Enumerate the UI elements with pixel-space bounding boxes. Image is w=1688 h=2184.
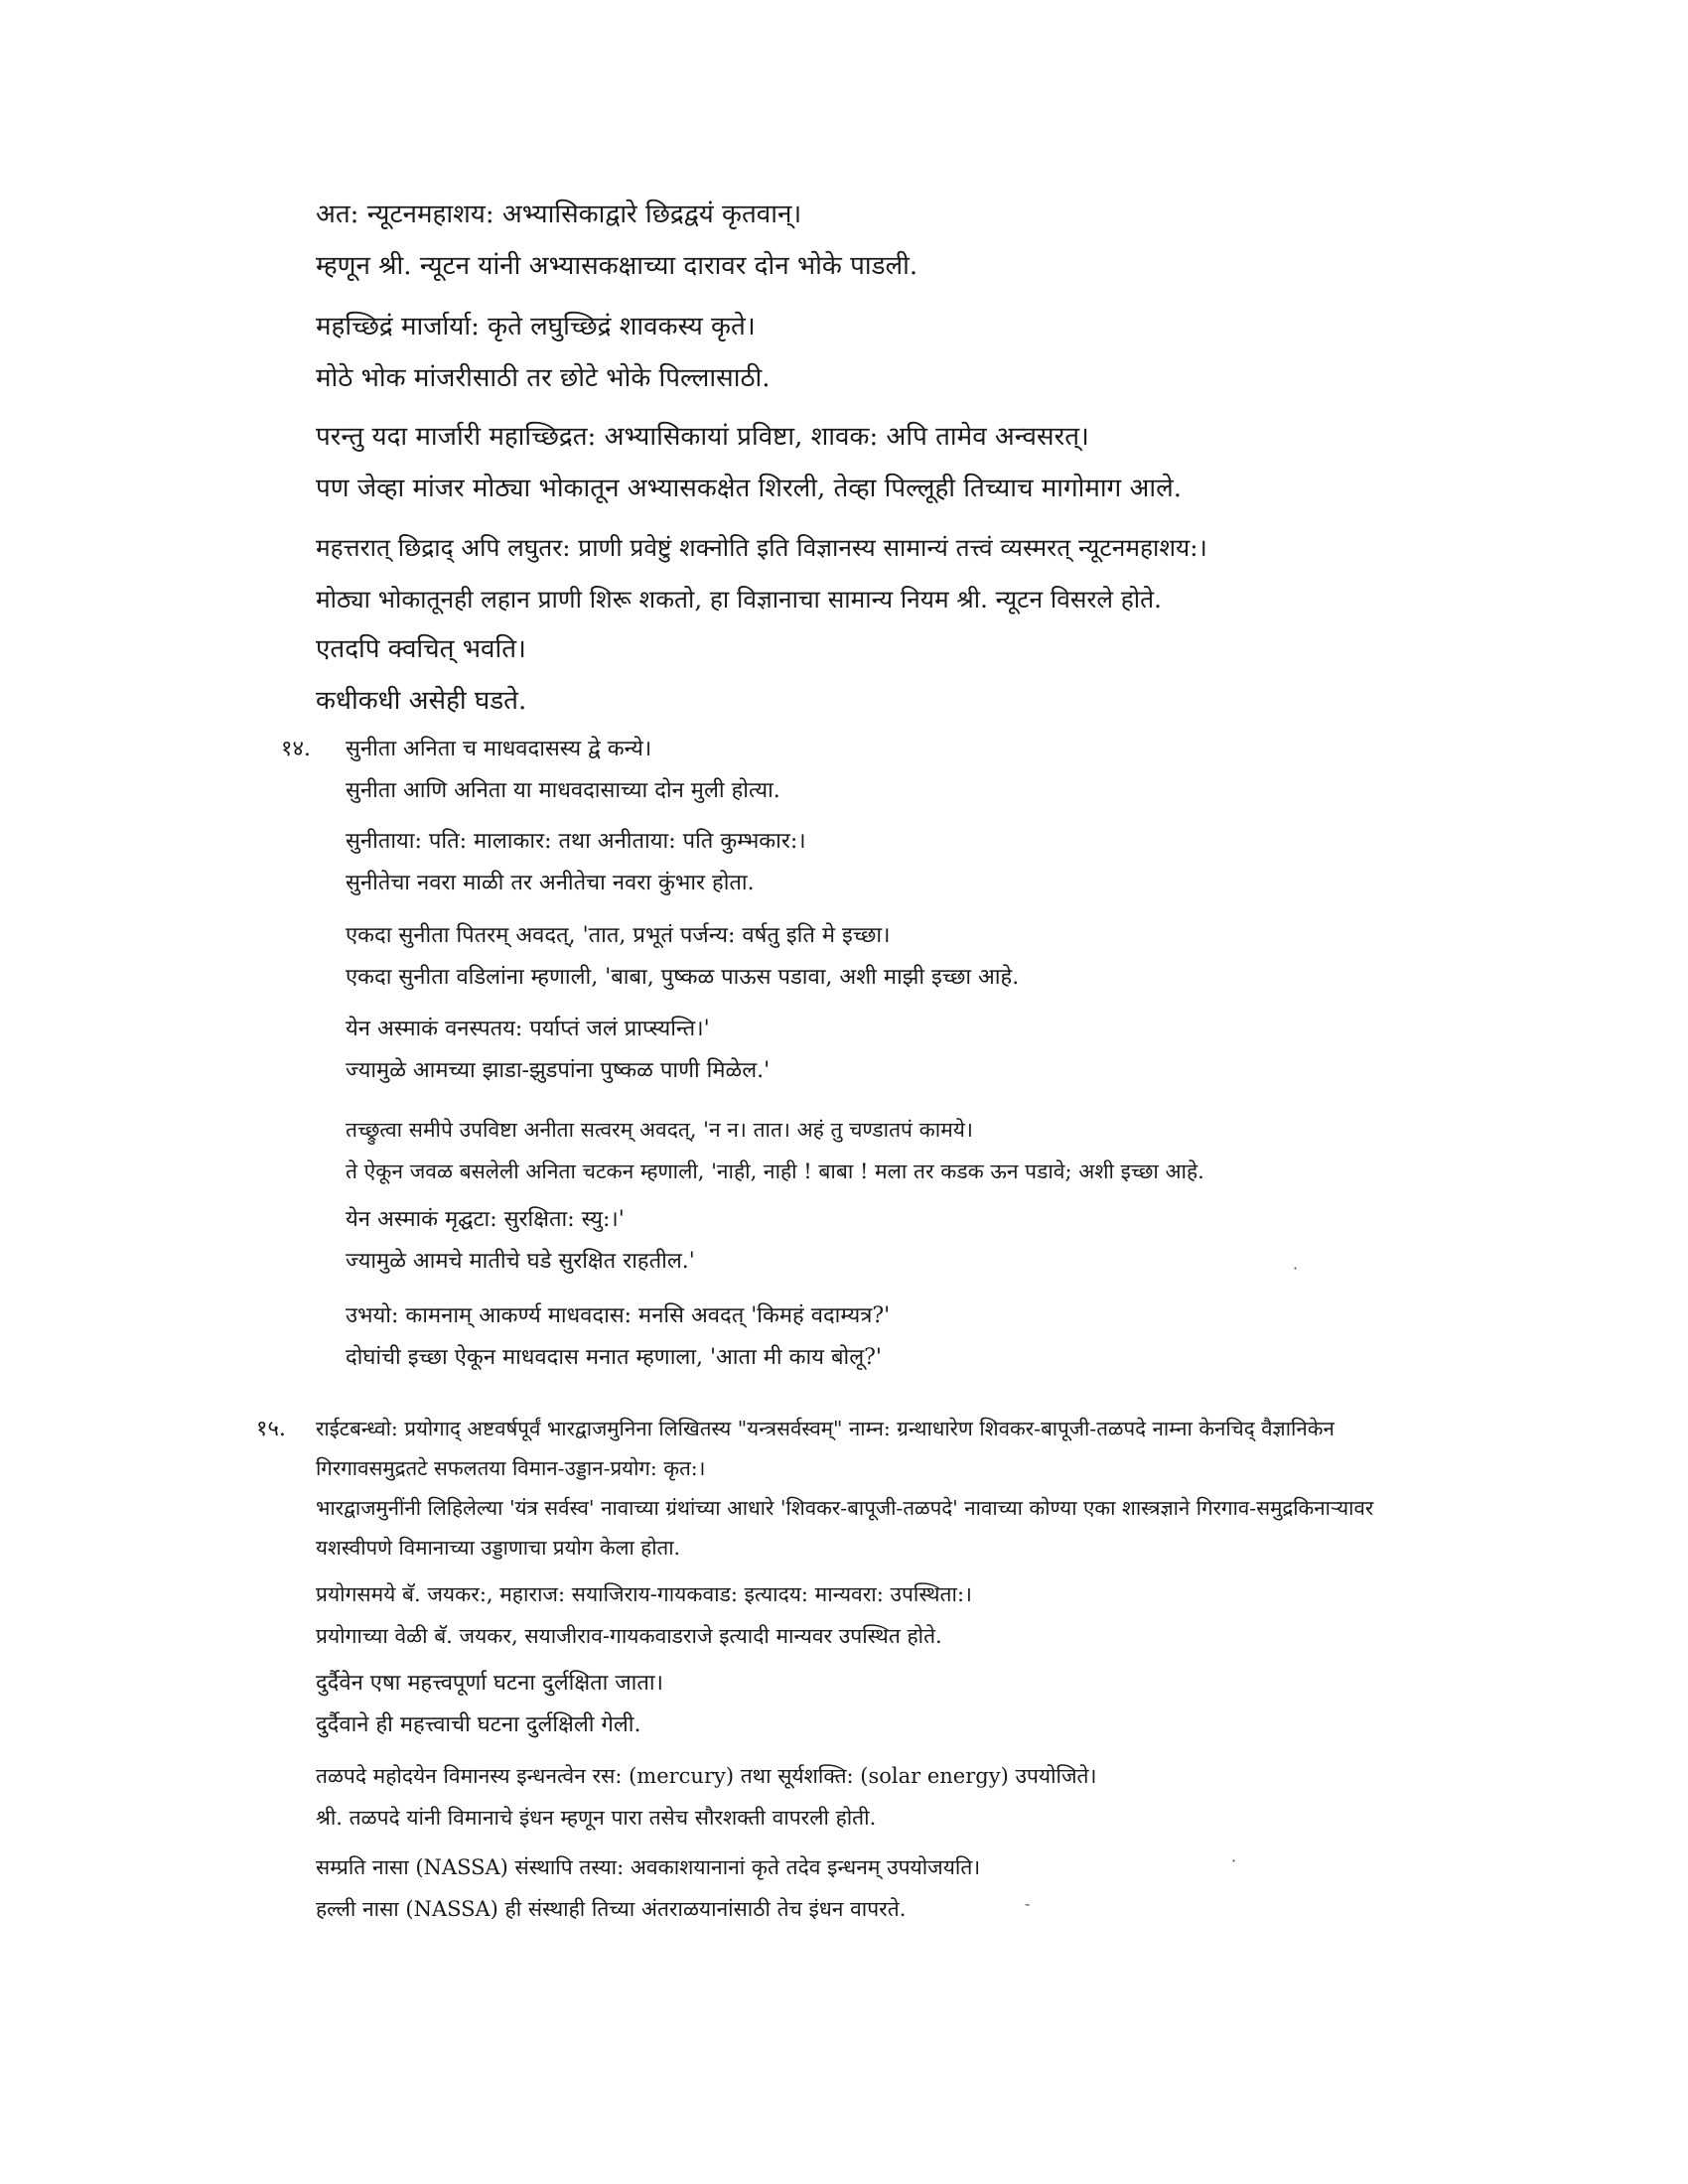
marathi-line: कधीकधी असेही घडते.: [316, 686, 527, 716]
sanskrit-line: येन अस्माकं वनस्पतय: पर्याप्तं जलं प्राप्स्यन्ति।': [346, 1017, 710, 1041]
sanskrit-line: महच्छिद्रं मार्जार्या: कृते लघुच्छिद्रं शावकस्य कृते।: [316, 312, 756, 341]
sanskrit-line: येन अस्माकं मृद्घटा: सुरक्षिता: स्यु:।': [346, 1207, 625, 1232]
scan-speck: -: [1025, 1894, 1031, 1913]
sentence-pair: [316, 411, 1182, 514]
sentence-pair: [346, 729, 780, 812]
sanskrit-line: तळपदे महोदयेन विमानस्य इन्धनत्वेन रस: (mercury) तथा सूर्यशक्ति: (solar energy) उपयोजिते।: [316, 1764, 1097, 1788]
sentence-pair: [346, 915, 1019, 999]
marathi-line: ते ऐकून जवळ बसलेली अनिता चटकन म्हणाली, 'नाही, नाही ! बाबा ! मला तर कडक ऊन पडावे; अशी इच्छा आहे.: [346, 1160, 1204, 1183]
sentence-pair: [346, 1199, 695, 1283]
sanskrit-line: राईटबन्ध्वो: प्रयोगाद् अष्टवर्षपूर्वं भारद्वाजमुनिना लिखितस्य "यन्त्रसर्वस्वम्" नाम्न: ग्रन्थाधारेण शिवकर-बापूजी-तळपदे नाम्ना केनचिद् वैज्ञानिकेन गिरगावसमुद्रतटे सफलतया विमान-उड्डान-प्रयोग: कृत:।: [316, 1417, 1335, 1480]
sanskrit-line: दुर्दैवेन एषा महत्त्वपूर्णा घटना दुर्लक्षिता जाता।: [316, 1671, 663, 1696]
marathi-line: ज्यामुळे आमच्या झाडा-झुडपांना पुष्कळ पाणी मिळेल.': [346, 1058, 771, 1083]
marathi-line: सुनीतेचा नवरा माळी तर अनीतेचा नवरा कुंभार होता.: [346, 871, 755, 895]
sentence-pair: [316, 189, 917, 292]
sanskrit-line: अत: न्यूटनमहाशय: अभ्यासिकाद्वारे छिद्रद्वयं कृतवान्।: [316, 200, 802, 229]
sanskrit-line: एतदपि क्वचित् भवति।: [316, 634, 526, 664]
section-number: १४.: [281, 737, 311, 761]
sentence-pair: [346, 821, 806, 904]
sanskrit-line: सम्प्रति नासा (NASSA) संस्थापि तस्या: अवकाशयानानां कृते तदेव इन्धनम् उपयोजयति।: [316, 1855, 981, 1879]
sentence-pair: [316, 623, 526, 727]
scan-speck: ·: [1231, 1851, 1237, 1870]
marathi-line: मोठ्या भोकातूनही लहान प्राणी शिरू शकतो, हा विज्ञानाचा सामान्य नियम श्री. न्यूटन विसरले होते.: [316, 585, 1162, 614]
marathi-line: म्हणून श्री. न्यूटन यांनी अभ्यासकक्षाच्या दारावर दोन भोके पाडली.: [316, 251, 918, 281]
sanskrit-line: उभयो: कामनाम् आकर्ण्य माधवदास: मनसि अवदत् 'किमहं वदाम्यत्र?': [346, 1303, 891, 1328]
marathi-line: एकदा सुनीता वडिलांना म्हणाली, 'बाबा, पुष्कळ पाऊस पडावा, अशी माझी इच्छा आहे.: [346, 965, 1020, 990]
section-number: १५.: [256, 1417, 286, 1441]
sanskrit-line: एकदा सुनीता पितरम् अवदत्, 'तात, प्रभूतं पर्जन्य: वर्षतु इति मे इच्छा।: [346, 923, 891, 948]
sentence-pair: [316, 1409, 1418, 1568]
sanskrit-line: परन्तु यदा मार्जारी महाच्छिद्रत: अभ्यासिकायां प्रविष्टा, शावक: अपि तामेव अन्वसरत्।: [316, 422, 1089, 452]
sentence-pair: [346, 1109, 1204, 1192]
sanskrit-line: प्रयोगसमये बॅ. जयकर:, महाराज: सयाजिराय-गायकवाड: इत्यादय: मान्यवरा: उपस्थिता:।: [316, 1582, 972, 1606]
sentence-pair: [346, 1296, 890, 1379]
marathi-line: भारद्वाजमुनींनी लिहिलेल्या 'यंत्र सर्वस्व' नावाच्या ग्रंथांच्या आधारे 'शिवकर-बापूजी-तळपदे' नावाच्या कोण्या एका शास्त्रज्ञाने गिरगाव-समुद्रकिनाऱ्यावर यशस्वीपणे विमानाच्या उड्डाणाचा प्रयोग केला होता.: [316, 1496, 1374, 1560]
marathi-line: सुनीता आणि अनिता या माधवदासाच्या दोन मुली होत्या.: [346, 778, 780, 803]
sanskrit-line: सुनीता अनिता च माधवदासस्य द्वे कन्ये।: [346, 737, 652, 761]
marathi-line: ज्यामुळे आमचे मातीचे घडे सुरक्षित राहतील.': [346, 1249, 695, 1274]
marathi-line: प्रयोगाच्या वेळी बॅ. जयकर, सयाजीराव-गायकवाडराजे इत्यादी मान्यवर उपस्थित होते.: [316, 1624, 942, 1648]
marathi-line: पण जेव्हा मांजर मोठ्या भोकातून अभ्यासकक्षेत शिरली, तेव्हा पिल्लूही तिच्याच मागोमाग आले.: [316, 474, 1183, 503]
sanskrit-line: तच्छ्रुत्वा समीपे उपविष्टा अनीता सत्वरम् अवदत्, 'न न। तात। अहं तु चण्डातपं कामये।: [346, 1118, 973, 1142]
sentence-pair: [316, 522, 1207, 625]
marathi-line: श्री. तळपदे यांनी विमानाचे इंधन म्हणून पारा तसेच सौरशक्ती वापरली होती.: [316, 1806, 877, 1830]
sentence-pair: [316, 1573, 972, 1657]
sanskrit-line: महत्तरात् छिद्राद् अपि लघुतर: प्राणी प्रवेष्टुं शक्नोति इति विज्ञानस्य सामान्यं तत्त्वं व्यस्मरत् न्यूटनमहाशय:।: [316, 533, 1207, 562]
sanskrit-line: सुनीताया: पति: मालाकार: तथा अनीताया: पति कुम्भकार:।: [346, 829, 806, 854]
marathi-line: हल्ली नासा (NASSA) ही संस्थाही तिच्या अंतराळयानांसाठी तेच इंधन वापरते.: [316, 1897, 907, 1921]
sentence-pair: [316, 301, 771, 404]
scan-speck: ·: [1293, 1259, 1299, 1278]
marathi-line: दुर्दैवाने ही महत्त्वाची घटना दुर्लक्षिली गेली.: [316, 1712, 641, 1737]
sentence-pair: [316, 1663, 663, 1746]
sentence-pair: [346, 1009, 770, 1092]
marathi-line: दोघांची इच्छा ऐकून माधवदास मनात म्हणाला, 'आता मी काय बोलू?': [346, 1345, 882, 1370]
sentence-pair: [316, 1846, 980, 1930]
sentence-pair: [316, 1755, 1096, 1839]
marathi-line: मोठे भोक मांजरीसाठी तर छोटे भोके पिल्लासाठी.: [316, 363, 771, 393]
